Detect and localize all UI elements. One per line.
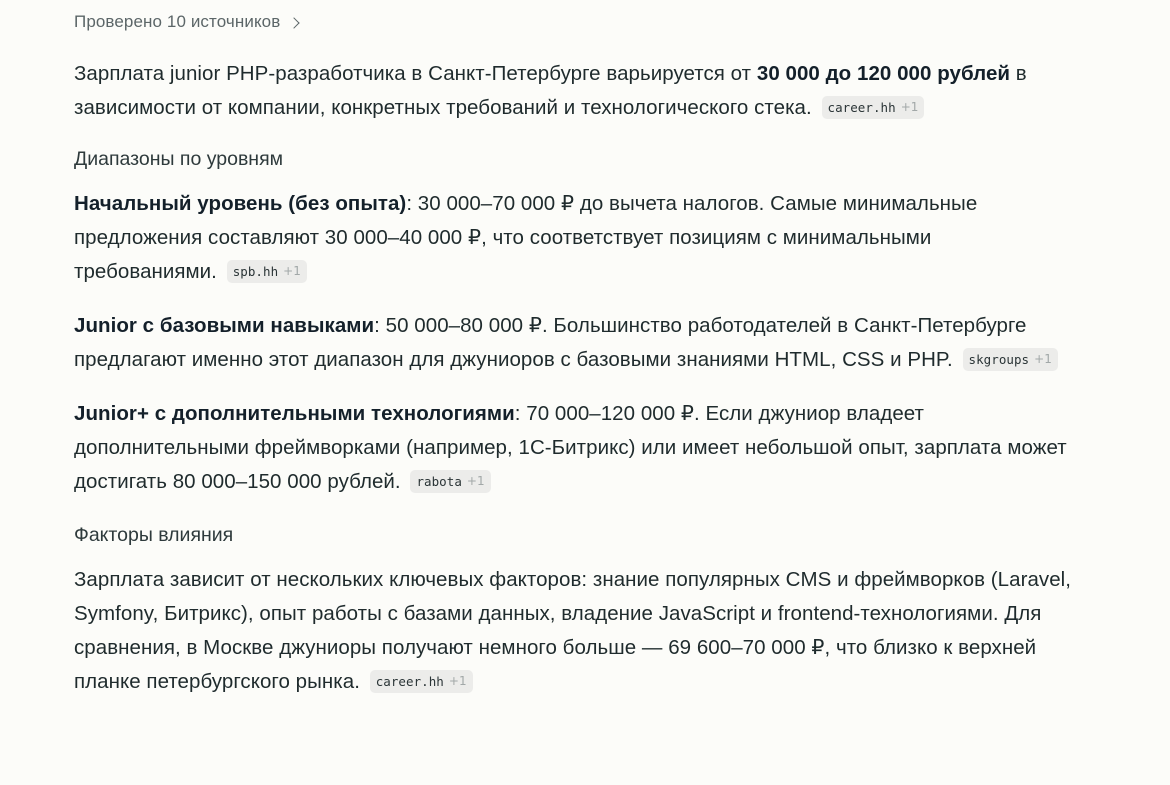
factors-paragraph — [74, 563, 1074, 699]
citation-badge[interactable] — [370, 670, 473, 693]
level-paragraph-entry — [74, 187, 1074, 289]
citation-badge[interactable] — [963, 348, 1058, 371]
citation-badge[interactable] — [410, 470, 490, 493]
level-text: : 70 000–120 000 ₽. Если джуниор владеет дополнительными фреймворками (например, 1С-Битрикс) или имеет небольшой опыт, зарплата может достигать 80 000–150 000 рублей. — [74, 402, 1067, 493]
level-label: Начальный уровень (без опыта) — [74, 192, 407, 215]
level-label: Junior с базовыми навыками — [74, 314, 375, 337]
level-text: : 30 000–70 000 ₽ до вычета налогов. Самые минимальные предложения составляют 30 000–40 000 ₽, что соответствует позициям с минимальными требованиями. — [74, 192, 978, 283]
section-heading-factors: Факторы влияния — [74, 524, 234, 546]
citation-source: rabota — [416, 474, 462, 489]
citation-source: spb.hh — [232, 264, 279, 279]
chevron-right-icon — [289, 17, 300, 28]
section-heading-levels: Диапазоны по уровням — [74, 148, 284, 170]
citation-count: +1 — [448, 674, 467, 688]
citation-badge[interactable] — [227, 260, 307, 283]
level-label: Junior+ с дополнительными технологиями — [74, 402, 515, 425]
intro-paragraph — [74, 57, 1074, 125]
citation-source: skgroups — [968, 352, 1030, 367]
citation-count: +1 — [900, 100, 919, 114]
intro-bold-range: 30 000 до 120 000 рублей — [756, 62, 1011, 85]
citation-source: career.hh — [375, 674, 444, 689]
answer-content — [74, 0, 1074, 699]
level-text: : 50 000–80 000 ₽. Большинство работодателей в Санкт-Петербурге предлагают именно этот диапазон для джуниоров с базовыми знаниями HTML, CSS и PHP. — [74, 314, 1027, 371]
factors-text: Зарплата зависит от нескольких ключевых факторов: знание популярных CMS и фреймворков (Laravel, Symfony, Битрикс), опыт работы с базами данных, владение JavaScript и frontend-технологиями. Для сравнения, в Москве джуниоры получают немного больше — 69 600–70 000 ₽, что близко к верхней планке петербургского рынка. — [74, 568, 1072, 693]
citation-badge[interactable] — [822, 96, 925, 119]
intro-text-before: Зарплата junior PHP-разработчика в Санкт-Петербурге варьируется от — [74, 62, 757, 85]
citation-count: +1 — [283, 264, 301, 278]
level-paragraph-junior — [74, 309, 1074, 377]
citation-count: +1 — [466, 474, 485, 488]
intro-text-after: в зависимости от компании, конкретных требований и технологического стека. — [74, 62, 1027, 119]
sources-toggle[interactable] — [74, 10, 298, 34]
citation-source: career.hh — [827, 100, 896, 115]
citation-count: +1 — [1034, 352, 1052, 366]
sources-label: Проверено 10 источников — [74, 12, 281, 31]
level-paragraph-junior-plus — [74, 397, 1074, 499]
